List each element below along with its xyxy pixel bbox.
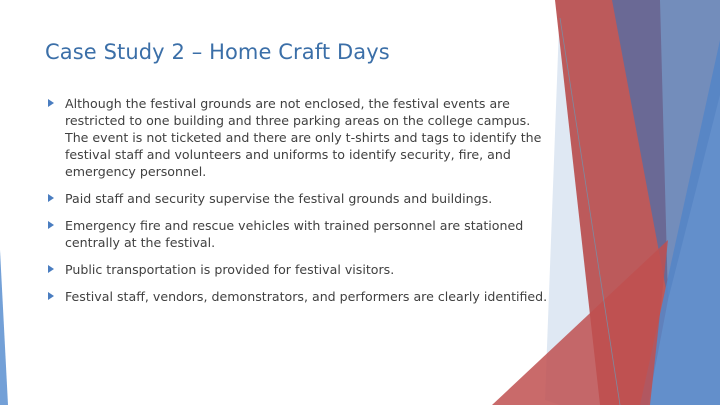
left-edge-accent	[0, 250, 8, 405]
bullet-text: Public transportation is provided for festival visitors.	[65, 262, 395, 277]
bullet-item	[48, 261, 548, 278]
bullet-arrow-icon	[48, 99, 54, 107]
bullet-list	[48, 95, 548, 315]
bullet-arrow-icon	[48, 194, 54, 202]
bullet-arrow-icon	[48, 221, 54, 229]
bullet-item	[48, 95, 548, 180]
bullet-text: Emergency fire and rescue vehicles with trained personnel are stationed centrally at the festival.	[65, 218, 524, 250]
bullet-text: Although the festival grounds are not enclosed, the festival events are restricted to one building and three parking areas on the college campus. The event is not ticketed and there are only t-shirts and tags to identify the festival staff and volunteers and uniforms to identify security, fire, and emergency personnel.	[65, 96, 542, 179]
bullet-item	[48, 217, 548, 251]
bullet-item	[48, 288, 548, 305]
bullet-arrow-icon	[48, 265, 54, 273]
bullet-text: Paid staff and security supervise the festival grounds and buildings.	[65, 191, 493, 206]
bullet-item	[48, 190, 548, 207]
bullet-text: Festival staff, vendors, demonstrators, and performers are clearly identified.	[65, 289, 548, 304]
bullet-arrow-icon	[48, 292, 54, 300]
slide-title: Case Study 2 – Home Craft Days	[45, 40, 390, 64]
